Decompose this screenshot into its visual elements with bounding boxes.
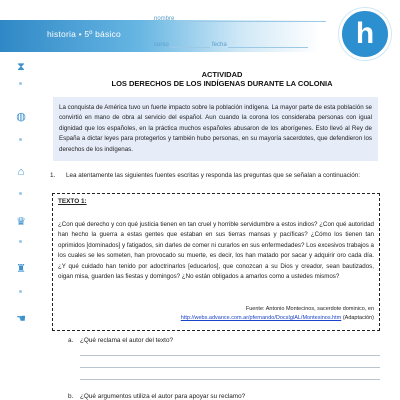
question-a-text: ¿Qué reclama el autor del texto? [80, 337, 174, 344]
text-1-title: TEXTO 1: [58, 198, 87, 205]
hourglass-icon: ⧗ [17, 61, 25, 73]
hand-icon: ☚ [16, 313, 26, 325]
subject-separator: • [78, 29, 85, 39]
divider-dot [19, 82, 22, 85]
grade-label: 5º básico [84, 29, 121, 39]
divider-dot [19, 138, 22, 141]
name-label: nombre [154, 16, 175, 22]
course-input-line[interactable] [170, 40, 210, 48]
sidebar [0, 0, 44, 400]
date-input-line[interactable] [228, 40, 308, 48]
question-a-letter: a. [68, 337, 74, 344]
answer-line[interactable] [80, 379, 380, 380]
subject-name: historia [47, 29, 77, 39]
text-1-body: ¿Con qué derecho y con qué justicia tienen en tan cruel y horrible servidumbre a estos indios? ¿Con qué autoridad han hecho la guerra a estas gentes que estaban en sus tierras mansas y pacíficas? ¿Cómo los tienen tan oprimidos [dominados] y fatigados, sin darles de comer ni curarlos en sus enfermedades? Los excesivos trabajos a los cuales se les someten, han provocado su muerte, es decir, los han matado por sacar y adquirir oro cada día. ¿Y qué cuidado han tenido por adoctrinarlos [educarlos], que conozcan a su Dios y creador, sean bautizados, oigan misa, guarden las fiestas y domingos? ¿No están obligados a amarlos como a ustedes mismos? [58, 221, 374, 281]
divider-dot [19, 240, 22, 243]
source-text-box [52, 193, 380, 331]
source-note: (Adaptación) [342, 315, 374, 321]
question-b-letter: b. [68, 393, 74, 400]
answer-line[interactable] [80, 367, 380, 368]
activity-heading: ACTIVIDAD [201, 70, 243, 79]
divider-dot [19, 192, 22, 195]
globe-icon: ◍ [16, 111, 26, 123]
intro-text: La conquista de América tuvo un fuerte impacto sobre la población indígena. La mayor parte de esta población se convirtió en mano de obra al servicio del español. Aun cuando la corona los consideraba personas con igual dignidad que los españoles, en la práctica muchos españoles abusaron de los aborígenes. Esto llevó al Rey de España a dictar leyes para protegerlos y también hubo personas, en su mayoría sacerdotes, que defendieron los derechos de los indígenas. [59, 104, 372, 153]
crown-icon: ♛ [16, 216, 26, 228]
intro-box [53, 97, 378, 161]
logo-letter: h [355, 17, 375, 50]
source-reference [54, 315, 374, 321]
course-field [154, 40, 308, 48]
source-link[interactable]: http://webs.advance.com.ar/pfernando/DocsIglAL/Montesinos.htm [180, 315, 342, 321]
question-1-number: 1. [50, 172, 56, 179]
answer-line[interactable] [80, 355, 380, 356]
divider-dot [19, 290, 22, 293]
question-b-text: ¿Qué argumentos utiliza el autor para apoyar su reclamo? [80, 393, 246, 400]
dome-icon: ⌂ [17, 166, 25, 178]
date-label: fecha [212, 42, 227, 48]
statue-icon: ♜ [16, 263, 26, 275]
source-author: Fuente: Antonio Montecinos, sacerdote dominico, en [245, 306, 374, 312]
brand-logo [339, 8, 391, 60]
subject-label [47, 29, 121, 39]
name-input-line[interactable] [176, 14, 326, 22]
activity-title: LOS DERECHOS DE LOS INDÍGENAS DURANTE LA COLONIA [111, 79, 333, 88]
question-1-text: Lea atentamente las siguientes fuentes escritas y responda las preguntas que se señalan a continuación: [66, 172, 361, 179]
name-field [154, 14, 326, 22]
course-label: curso [154, 42, 169, 48]
